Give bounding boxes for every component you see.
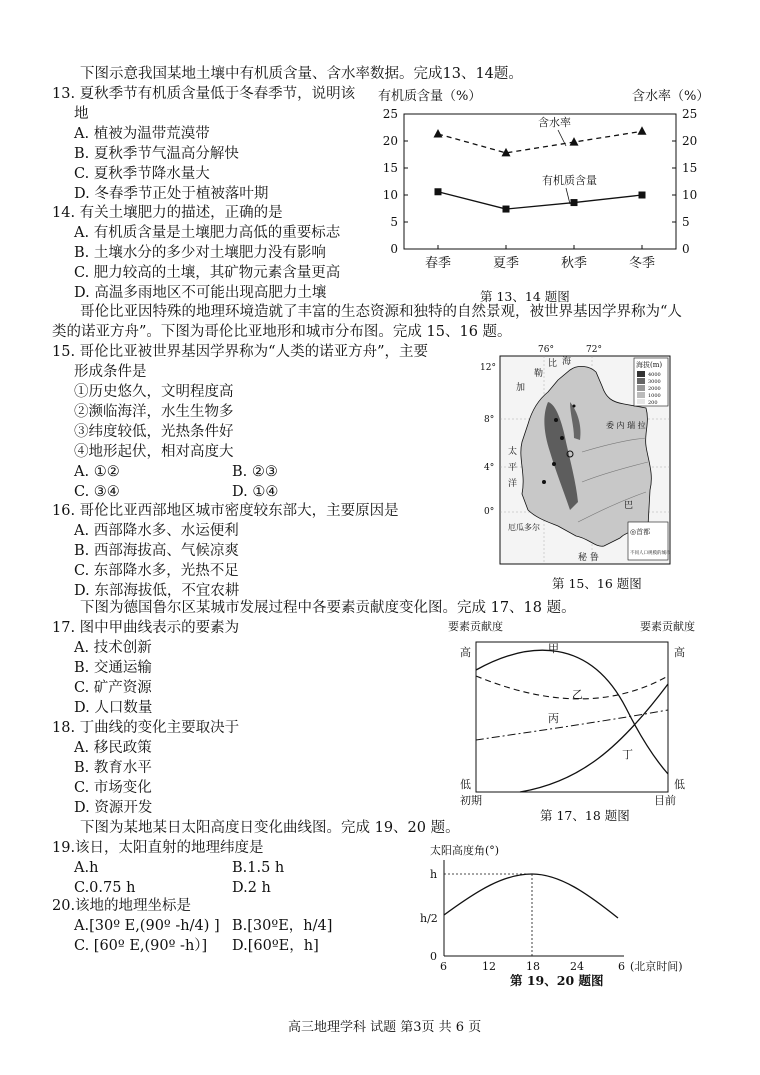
q14-option-b[interactable]: B. 土壤水分的多少对土壤肥力没有影响 [74,245,326,261]
q13-option-d[interactable]: D. 冬春季节正处于植被落叶期 [74,186,269,202]
soil-chart-ytick-right: 25 [682,107,698,121]
q15-item-1: ①历史悠久，文明程度高 [74,384,234,400]
soil-chart-label-moisture: 含水率 [538,116,571,129]
q13-stem-cont: 地 [74,106,89,122]
map-legend-value: 3000 [648,379,661,385]
q16-option-d[interactable]: D. 东部海拔低，不宜农耕 [74,583,240,599]
map-legend-value: 1000 [648,393,661,399]
map-lon-76: 76° [538,345,554,355]
soil-chart-ytick-left: 15 [382,161,398,175]
soil-chart-ytick-left: 0 [390,242,398,256]
q15-item-3: ③纬度较低，光热条件好 [74,424,234,440]
contribution-high-left: 高 [460,646,471,659]
soil-chart-xtick-label: 冬季 [628,256,656,271]
soil-chart-ytick-left: 10 [382,188,398,202]
soil-chart-ytick-right: 20 [682,134,698,148]
soil-chart-point-organic [571,199,578,206]
q17-option-d[interactable]: D. 人口数量 [74,700,153,716]
city-dot [552,462,556,466]
q14-stem: 14. 有关土壤肥力的描述，正确的是 [52,205,283,221]
map-label-peru: 秘 鲁 [578,553,599,563]
city-dot [554,418,558,422]
soil-chart-ytick-left: 20 [382,134,398,148]
curve-ding [520,684,668,792]
sun-chart-ytick-h: h [430,868,438,881]
map-legend-swatch [637,371,645,377]
soil-chart-point-organic [639,192,646,199]
map-legend-city: 不同人口规模的城市 [630,551,671,556]
q17-option-b[interactable]: B. 交通运输 [74,660,152,676]
map-legend-swatch [637,399,645,404]
map-lat-12: 12° [480,363,496,373]
soil-chart-point-moisture [434,129,443,138]
map-lon-72: 72° [586,345,602,355]
soil-chart-xtick-label: 秋季 [560,256,588,271]
q19-option-b[interactable]: B.1.5 h [232,860,285,876]
soil-chart-point-organic [503,206,510,213]
map-legend-title: 海拔(m) [636,361,663,369]
sun-chart-xtick: 24 [570,960,584,973]
intro-15-16-line2: 类的诺亚方舟”。下图为哥伦比亚地形和城市分布图。完成 15、16 题。 [52,324,512,340]
sun-chart-xtick: 6 [618,960,625,973]
curve-jia [476,650,668,774]
contribution-low-right: 低 [674,778,685,791]
map-lat-8: 8° [484,415,495,425]
map-label-caribbean-4: 海 [562,357,572,367]
sun-chart-ytick-0: 0 [430,950,437,963]
q14-option-d[interactable]: D. 高温多雨地区不可能出现高肥力土壤 [74,285,327,301]
colombia-map [478,342,678,572]
q16-option-a[interactable]: A. 西部降水多、水运便利 [74,523,239,539]
q18-option-c[interactable]: C. 市场变化 [74,780,152,796]
q20-option-d[interactable]: D.[60ºE，h] [232,938,319,954]
soil-chart-series-line-1 [438,192,642,209]
soil-chart-ytick-right: 15 [682,161,698,175]
sun-chart-xtick: 6 [440,960,447,973]
soil-chart-xtick-label: 春季 [424,256,452,271]
intro-13-14: 下图示意我国某地土壤中有机质含量、含水率数据。完成13、14题。 [80,66,523,82]
soil-chart-series-line-0 [438,131,642,153]
sun-altitude-curve [444,874,618,918]
q16-stem: 16. 哥伦比亚西部地区城市密度较东部大，主要原因是 [52,503,399,519]
contribution-x-end: 目前 [654,794,676,807]
soil-chart-pointer-organic [566,188,570,204]
sun-chart-xtick: 18 [526,960,540,973]
curve-label-bing: 丙 [548,712,559,725]
q13-option-c[interactable]: C. 夏秋季节降水量大 [74,166,210,182]
soil-chart-ytick-right: 10 [682,188,698,202]
q15-option-b[interactable]: B. ②③ [232,464,278,480]
q16-option-b[interactable]: B. 西部海拔高、气候凉爽 [74,543,239,559]
q15-item-4: ④地形起伏，相对高度大 [74,444,234,460]
map-legend-value: 200 [648,400,658,406]
map-legend-capital: ◎首都 [630,528,651,536]
map-lat-0: 0° [484,507,495,517]
map-label-caribbean-2: 勒 [534,369,544,379]
q17-stem: 17. 图中甲曲线表示的要素为 [52,620,240,636]
q19-option-a[interactable]: A.h [74,860,99,876]
q14-option-c[interactable]: C. 肥力较高的土壤，其矿物元素含量更高 [74,265,341,281]
city-dot [560,436,564,440]
q20-stem: 20.该地的地理坐标是 [52,898,192,914]
intro-15-16-line1: 哥伦比亚因特殊的地理环境造就了丰富的生态资源和独特的自然景观，被世界基因学界称为“人 [80,304,682,320]
map-legend-value: 2000 [648,386,661,392]
q18-option-d[interactable]: D. 资源开发 [74,800,153,816]
soil-chart-xtick-label: 夏季 [492,256,520,271]
contribution-plot-frame [476,642,668,792]
curve-bing [476,710,668,740]
soil-chart-frame [404,114,676,249]
q16-option-c[interactable]: C. 东部降水多，光热不足 [74,563,239,579]
soil-chart-ylabel-right: 含水率（%） [632,89,710,104]
sun-chart-xtick: 12 [482,960,496,973]
q15-stem: 15. 哥伦比亚被世界基因学界称为“人类的诺亚方舟”，主要 [52,344,428,360]
soil-chart-point-organic [435,188,442,195]
city-dot [542,480,546,484]
curve-label-yi: 乙 [572,688,583,701]
q18-option-b[interactable]: B. 教育水平 [74,760,152,776]
soil-chart-ylabel-left: 有机质含量（%） [378,89,482,104]
q17-option-a[interactable]: A. 技术创新 [74,640,152,656]
contribution-ylabel-left: 要素贡献度 [448,620,503,633]
soil-chart-caption: 第 13、14 题图 [480,289,570,304]
curve-label-ding: 丁 [622,748,633,761]
map-lat-4: 4° [484,463,495,473]
contribution-low-left: 低 [460,778,471,791]
q18-option-a[interactable]: A. 移民政策 [74,740,152,756]
soil-chart-label-organic: 有机质含量 [542,174,597,187]
soil-chart-point-moisture [570,137,579,146]
q13-option-b[interactable]: B. 夏秋季节气温高分解快 [74,146,239,162]
map-label-pacific-2: 平 [508,463,518,473]
q19-option-c[interactable]: C.0.75 h [74,880,136,896]
map-legend-swatch [637,392,645,398]
q13-option-a[interactable]: A. 植被为温带荒漠带 [74,126,210,142]
sun-altitude-chart [418,842,708,982]
q15-stem-cont: 形成条件是 [74,364,147,380]
intro-17-18: 下图为德国鲁尔区某城市发展过程中各要素贡献度变化图。完成 17、18 题。 [80,600,576,616]
q13-stem: 13. 夏秋季节有机质含量低于冬春季节，说明该 [52,86,356,102]
curve-label-jia: 甲 [548,642,559,655]
sun-chart-ylabel: 太阳高度角(°) [430,844,500,857]
q14-option-a[interactable]: A. 有机质含量是土壤肥力高低的重要标志 [74,225,341,241]
q18-stem: 18. 丁曲线的变化主要取决于 [52,720,240,736]
map-legend-swatch [637,385,645,391]
map-label-caribbean-3: 比 [548,359,558,369]
soil-chart [370,84,710,284]
q19-option-d[interactable]: D.2 h [232,880,271,896]
soil-chart-ytick-right: 5 [682,215,690,229]
sun-chart-xlabel: (北京时间) [630,960,683,973]
contribution-high-right: 高 [674,646,685,659]
map-label-venezuela: 委 内 瑞 拉 [606,421,646,430]
sun-chart-ytick-half: h/2 [420,912,438,925]
city-dot [573,405,576,408]
q15-item-2: ②濒临海洋，水生生物多 [74,404,234,420]
soil-chart-ytick-right: 0 [682,242,690,256]
soil-chart-ytick-left: 5 [390,215,398,229]
contribution-x-start: 初期 [460,794,482,807]
page-footer: 高三地理学科 试题 第3页 共 6 页 [288,1020,482,1035]
q15-option-a[interactable]: A. ①② [74,464,120,480]
map-label-caribbean-1: 加 [516,383,526,393]
intro-19-20: 下图为某地某日太阳高度日变化曲线图。完成 19、20 题。 [80,820,460,836]
q19-stem: 19.该日，太阳直射的地理纬度是 [52,840,264,856]
map-legend-swatch [637,378,645,384]
q15-option-c[interactable]: C. ③④ [74,484,120,500]
q15-option-d[interactable]: D. ①④ [232,484,279,500]
map-label-brazil: 巴 [624,501,634,511]
map-label-pacific-3: 洋 [508,479,518,489]
map-label-pacific-1: 太 [508,447,518,457]
contribution-ylabel-right: 要素贡献度 [640,620,695,633]
map-label-ecuador: 厄瓜多尔 [508,523,540,532]
map-legend-value: 4000 [648,372,661,378]
q20-option-b[interactable]: B.[30ºE，h/4] [232,918,333,934]
q17-option-c[interactable]: C. 矿产资源 [74,680,152,696]
contribution-chart [440,618,740,808]
q20-option-c[interactable]: C. [60º E,(90º -h）] [74,938,208,954]
soil-chart-point-moisture [638,126,647,135]
map-caption: 第 15、16 题图 [552,576,642,591]
contribution-caption: 第 17、18 题图 [540,808,630,823]
q20-option-a[interactable]: A.[30º E,(90º -h/4) ] [74,918,220,934]
sun-chart-caption: 第 19、20 题图 [510,973,604,988]
soil-chart-ytick-left: 25 [382,107,398,121]
